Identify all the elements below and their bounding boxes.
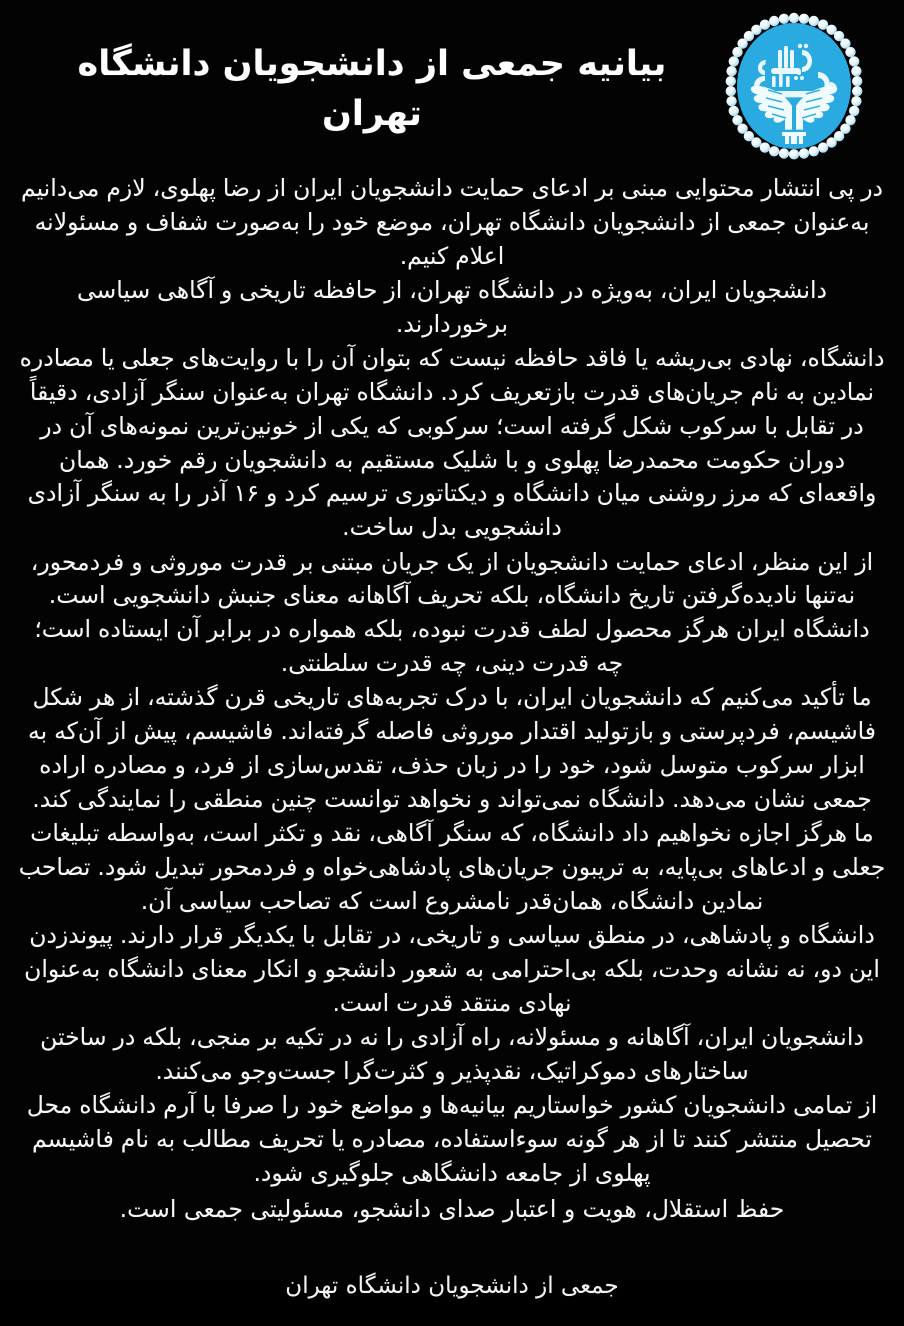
statement-paragraph: دانشگاه و پادشاهی، در منطق سیاسی و تاریخی، در تقابل با یکدیگر قرار دارند. پیوندزدن این دو، نه نشانه وحدت، بلکه بی‌احترامی به شعور دانشجو و انکار معنای دانشگاه به‌عنوان نهادی منتقد قدرت است. [24, 921, 880, 1017]
statement-signature: جمعی از دانشجویان دانشگاه تهران [285, 1272, 619, 1299]
page-title: بیانیه جمعی از دانشجویان دانشگاه تهران [77, 44, 667, 134]
poster-header [0, 0, 904, 172]
statement-paragraph: در پی انتشار محتوایی مبنی بر ادعای حمایت دانشجویان ایران از رضا پهلوی، لازم می‌دانیم به‌عنوان جمعی از دانشجویان دانشگاه تهران، موضع خود را به‌صورت شفاف و مسئولانه اعلام کنیم. [20, 174, 884, 270]
statement-paragraph: ما تأکید می‌کنیم که دانشجویان ایران، با درک تجربه‌های تاریخی قرن گذشته، از هر شکل فاشیسم، فردپرستی و بازتولید اقتدار موروثی فاصله گرفته‌اند. فاشیسم، پیش از آن‌که به ابزار سرکوب متوسل شود، خود را در زبان حذف، تقدس‌سازی از فرد، و مصادره اراده جمعی نشان می‌دهد. دانشگاه نمی‌تواند و نخواهد توانست چنین منطقی را نمایندگی کند. [27, 683, 877, 813]
university-of-tehran-emblem-icon [718, 10, 870, 170]
statement-paragraph: دانشجویان ایران، به‌ویژه در دانشگاه تهران، از حافظه تاریخی و آگاهی سیاسی برخوردارند. [76, 275, 828, 338]
statement-paragraph: ما هرگز اجازه نخواهیم داد دانشگاه، که سنگر آگاهی، نقد و تکثر است، به‌واسطه تبلیغات جعلی و ادعاهای بی‌پایه، به تریبون جریان‌های پادشاهی‌خواه و فردمحور تبدیل شود. تصاحب نمادین دانشگاه، همان‌قدر نامشروع است که تصاحب سیاسی آن. [18, 819, 886, 915]
statement-paragraph: از این منظر، ادعای حمایت دانشجویان از یک جریان مبتنی بر قدرت موروثی و فردمحور، نه‌تنها نادیده‌گرفتن تاریخ دانشگاه، بلکه تحریف آگاهانه معنای جنبش دانشجویی است. دانشگاه ایران هرگز محصول لطف قدرت نبوده، بلکه همواره در برابر آن ایستاده است؛ چه قدرت دینی، چه قدرت سلطنتی. [30, 547, 874, 678]
statement-paragraph: دانشگاه، نهادی بی‌ریشه یا فاقد حافظه نیست که بتوان آن را با روایت‌های جعلی یا مصادره نمادین به نام جریان‌های قدرت بازتعریف کرد. دانشگاه تهران به‌عنوان سنگر آزادی، دقیقاً در تقابل با سرکوب شکل گرفته است؛ سرکوبی که یکی از خونین‌ترین نمونه‌های آن در دوران حکومت محمدرضا پهلوی و با شلیک مستقیم به دانشجویان رقم خورد. همان واقعه‌ای که مرز روشنی میان دانشگاه و دیکتاتوری ترسیم کرد و ۱۶ آذر را به سنگر آزادی دانشجویی بدل ساخت. [19, 344, 885, 542]
statement-paragraph: از تمامی دانشجویان کشور خواستاریم بیانیه‌ها و مواضع خود را صرفا با آرم دانشگاه محل تحصیل منتشر کنند تا از هر گونه سوءاستفاده، مصادره یا تحریف مطالب به نام فاشیسم پهلوی از جامعه دانشگاهی جلوگیری شود. [26, 1091, 878, 1188]
statement-closing-line: حفظ استقلال، هویت و اعتبار صدای دانشجو، مسئولیتی جمعی است. [119, 1194, 785, 1223]
statement-body [0, 172, 904, 1326]
statement-paragraph: دانشجویان ایران، آگاهانه و مسئولانه، راه آزادی را نه در تکیه بر منجی، بلکه در ساختن ساختارهای دموکراتیک، نقدپذیر و کثرت‌گرا جست‌وجو می‌کنند. [40, 1023, 864, 1086]
